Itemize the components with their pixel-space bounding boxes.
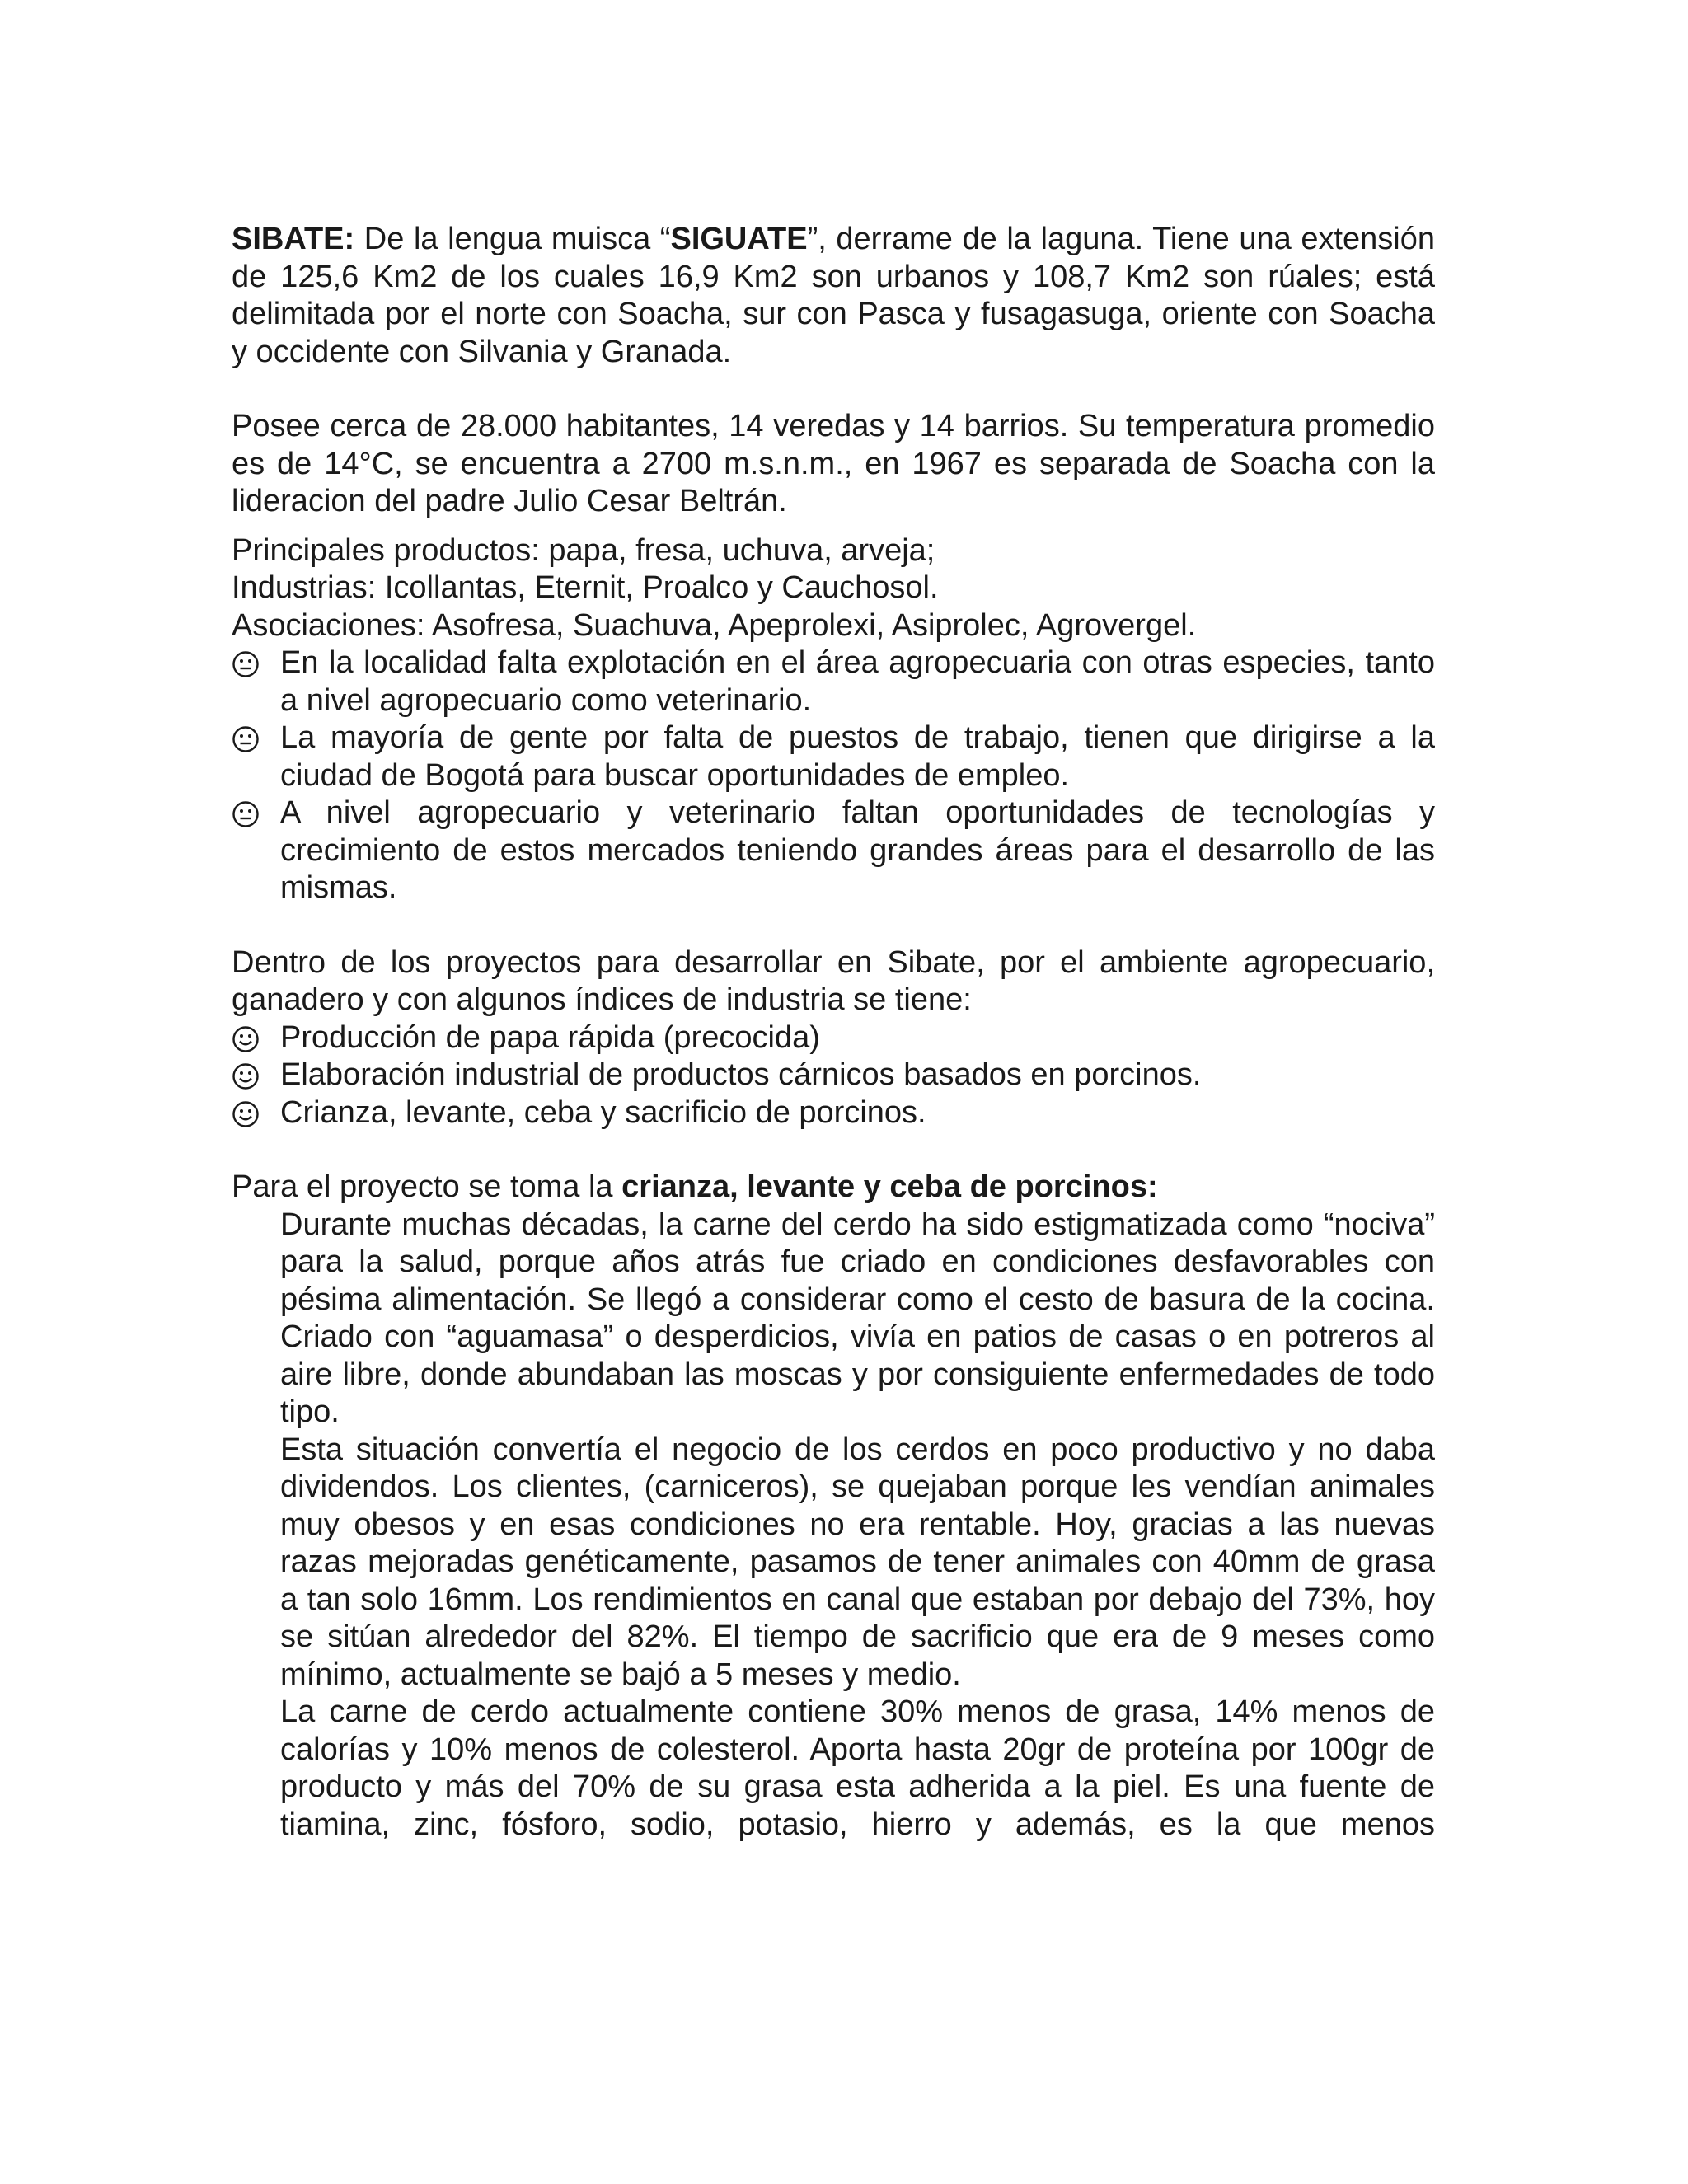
- list-item: [232, 1094, 1435, 1132]
- body-paragraph: La carne de cerdo actualmente contiene 30% menos de grasa, 14% menos de calorías y 10% menos de colesterol. Aporta hasta 20gr de proteína por 100gr de producto y más del 70% de su grasa esta adherida a la piel. Es una fuente de tiamina, zinc, fósforo, sodio, potasio, hierro y además, es la que menos: [280, 1694, 1435, 1842]
- smiley-face-icon: [232, 1062, 260, 1090]
- intro-paragraph: [232, 221, 1435, 371]
- intro-text-a: De la lengua muisca “: [354, 222, 671, 256]
- fact-industries: Industrias: Icollantas, Eternit, Proalco y Cauchosol.: [232, 570, 939, 605]
- intro-text-b: ”, derrame de la laguna. Tiene una extensión de 125,6 Km2 de los cuales 16,9 Km2 son urbanos y 108,7 Km2 son rúales; está delimitada por el norte con Soacha, sur con Pasca y fusagasuga, oriente con Soacha y occidente con Silvania y Granada.: [232, 222, 1436, 369]
- smiley-face-icon: [232, 1025, 260, 1053]
- list-item: [232, 1019, 1435, 1057]
- document-page: [232, 221, 1435, 1844]
- smiley-face-icon: [232, 1100, 260, 1128]
- projects-intro: Dentro de los proyectos para desarrollar en Sibate, por el ambiente agropecuario, ganadero y con algunos índices de industria se tiene:: [232, 944, 1435, 1017]
- body-section: [232, 1207, 1435, 1844]
- neutral-face-icon: [232, 800, 260, 828]
- projects-list: [232, 1019, 1435, 1132]
- fact-associations: Asociaciones: Asofresa, Suachuva, Apeprolexi, Asiprolec, Agrovergel.: [232, 607, 1197, 643]
- problem-text: A nivel agropecuario y veterinario faltan oportunidades de tecnologías y crecimiento de estos mercados teniendo grandes áreas para el desarrollo de las mismas.: [280, 795, 1435, 905]
- chosen-project-bold: crianza, levante y ceba de porcinos:: [621, 1169, 1158, 1204]
- facts-block: [232, 532, 1435, 645]
- list-item: [232, 644, 1435, 719]
- list-item: [232, 719, 1435, 794]
- intro-term: SIBATE:: [232, 222, 355, 256]
- body-paragraph: Durante muchas décadas, la carne del cerdo ha sido estigmatizada como “nociva” para la salud, porque años atrás fue criado en condiciones desfavorables con pésima alimentación. Se llegó a considerar como el cesto de basura de la cocina. Criado con “aguamasa” o desperdicios, vivía en patios de casas o en potreros al aire libre, donde abundaban las moscas y por consiguiente enfermedades de todo tipo.: [280, 1207, 1435, 1429]
- problem-text: En la localidad falta explotación en el área agropecuaria con otras especies, tanto a nivel agropecuario como veterinario.: [280, 645, 1435, 718]
- project-text: Elaboración industrial de productos cárnicos basados en porcinos.: [280, 1057, 1202, 1092]
- neutral-face-icon: [232, 650, 260, 678]
- problem-text: La mayoría de gente por falta de puestos de trabajo, tienen que dirigirse a la ciudad de Bogotá para buscar oportunidades de empleo.: [280, 720, 1435, 793]
- neutral-face-icon: [232, 725, 260, 753]
- chosen-project-line: [232, 1169, 1435, 1207]
- project-text: Crianza, levante, ceba y sacrificio de porcinos.: [280, 1094, 926, 1130]
- problems-list: [232, 644, 1435, 907]
- intro-origin-word: SIGUATE: [670, 222, 808, 256]
- list-item: [232, 794, 1435, 907]
- list-item: [232, 1057, 1435, 1094]
- chosen-project-lead: Para el proyecto se toma la: [232, 1169, 622, 1204]
- fact-products: Principales productos: papa, fresa, uchuva, arveja;: [232, 532, 935, 568]
- population-paragraph: Posee cerca de 28.000 habitantes, 14 veredas y 14 barrios. Su temperatura promedio es de 14°C, se encuentra a 2700 m.s.n.m., en 1967 es separada de Soacha con la lideracion del padre Julio Cesar Beltrán.: [232, 409, 1435, 518]
- body-paragraph: Esta situación convertía el negocio de los cerdos en poco productivo y no daba dividendos. Los clientes, (carniceros), se quejaban porque les vendían animales muy obesos y en esas condiciones no era rentable. Hoy, gracias a las nuevas razas mejoradas genéticamente, pasamos de tener animales con 40mm de grasa a tan solo 16mm. Los rendimientos en canal que estaban por debajo del 73%, hoy se sitúan alrededor del 82%. El tiempo de sacrificio que era de 9 meses como mínimo, actualmente se bajó a 5 meses y medio.: [280, 1432, 1435, 1692]
- project-text: Producción de papa rápida (precocida): [280, 1019, 820, 1055]
